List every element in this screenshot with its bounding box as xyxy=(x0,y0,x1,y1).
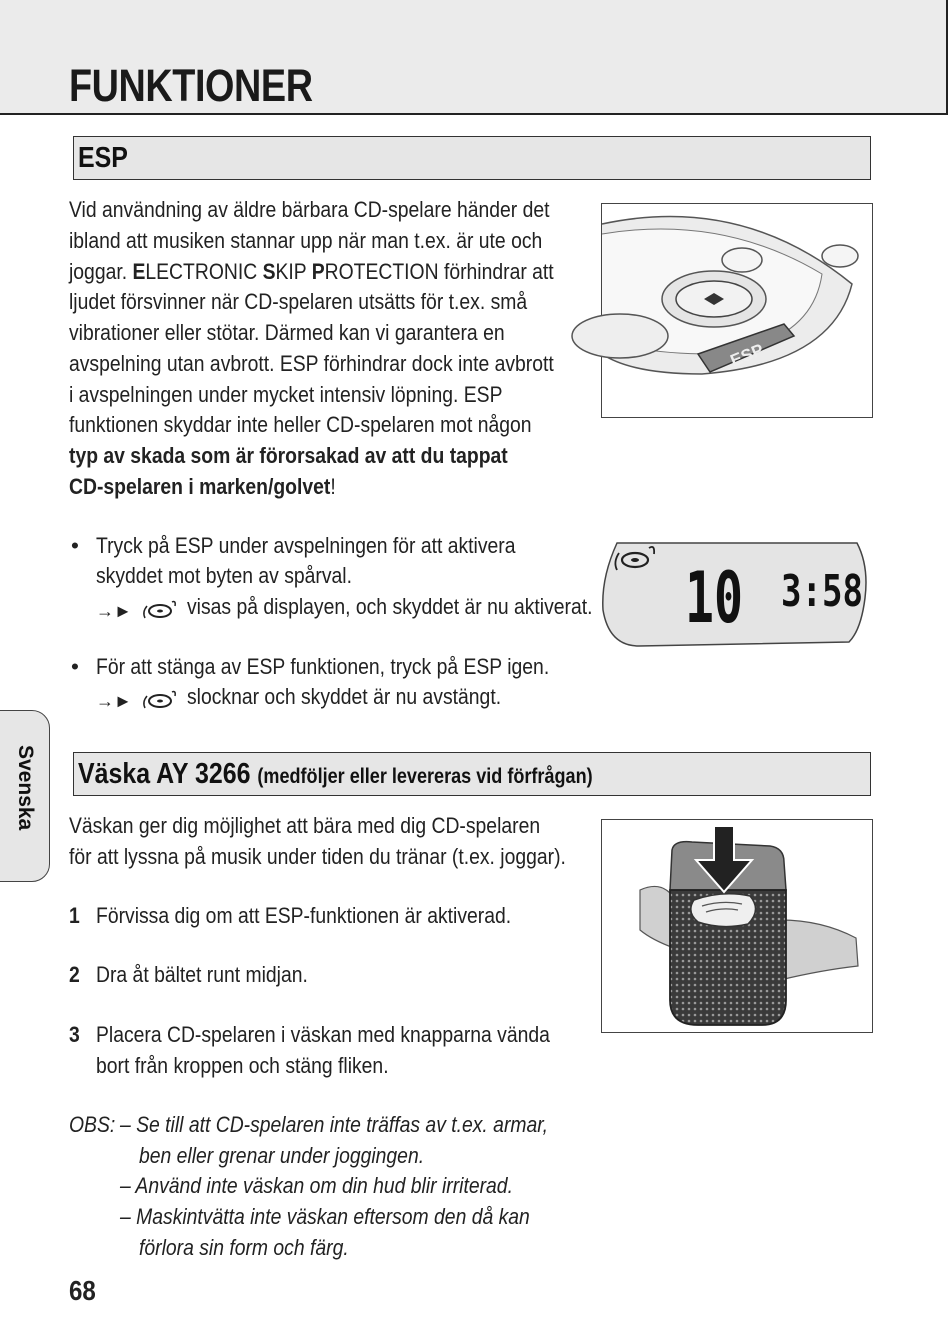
esp-warning-line: typ av skada som är förorsakad av att du tappat xyxy=(69,443,508,468)
bullet-text-line: skyddet mot byten av spårval. xyxy=(96,563,352,588)
esp-intro-line: ljudet försvinner när CD-spelaren utsätts för t.ex. små xyxy=(69,289,528,314)
esp-intro-line: funktionen skyddar inte heller CD-spelaren mot någon xyxy=(69,412,532,437)
bullet-text-line: Tryck på ESP under avspelningen för att aktivera xyxy=(96,533,516,558)
step-text: Dra åt bältet runt midjan. xyxy=(96,962,308,987)
text-span: KIP xyxy=(275,259,312,284)
esp-button-drawing xyxy=(602,204,874,419)
step-number: 3 xyxy=(69,1022,80,1047)
bag-intro-line: Väskan ger dig möjlighet att bära med dig CD-spelaren xyxy=(69,813,541,838)
result-arrow-icon: →► xyxy=(96,691,132,711)
warning-bold-text: CD-spelaren i marken/golvet xyxy=(69,474,331,499)
obs-note-line: – Se till att CD-spelaren inte träffas av t.ex. armar, xyxy=(120,1112,549,1137)
esp-button-illustration xyxy=(601,203,873,418)
esp-heading-text: ESP xyxy=(78,141,128,174)
esp-intro-line-acronym xyxy=(69,257,554,288)
esp-disc-icon xyxy=(141,596,179,622)
step-text: bort från kroppen och stäng fliken. xyxy=(96,1053,389,1078)
step-number: 1 xyxy=(69,903,80,928)
text-span: LECTRONIC xyxy=(145,259,263,284)
esp-disc-icon xyxy=(141,686,179,712)
bullet-glyph: • xyxy=(71,533,79,558)
bag-drawing xyxy=(602,820,874,1034)
obs-note-line: förlora sin form och färg. xyxy=(139,1235,349,1260)
esp-intro-line: i avspelningen under mycket intensiv löpning. ESP xyxy=(69,382,503,407)
bullet-glyph: • xyxy=(71,654,79,679)
step-number: 2 xyxy=(69,962,80,987)
text-span: joggar. xyxy=(69,259,133,284)
language-label-text: Svenska xyxy=(14,745,37,831)
bag-heading-main: Väska AY 3266 xyxy=(78,757,251,790)
bag-section-heading xyxy=(73,752,871,796)
lcd-track-number: 10 xyxy=(685,557,743,639)
acronym-letter-p: P xyxy=(311,259,325,284)
obs-note-line: – Använd inte väskan om din hud blir irriterad. xyxy=(120,1173,513,1198)
bag-heading-text xyxy=(78,758,593,791)
bag-illustration xyxy=(601,819,873,1033)
acronym-letter-s: S xyxy=(262,259,276,284)
language-side-label xyxy=(9,745,39,865)
acronym-letter-e: E xyxy=(132,259,146,284)
esp-intro-line: avspelning utan avbrott. ESP förhindrar dock inte avbrott xyxy=(69,351,554,376)
esp-intro-line: ibland att musiken stannar upp när man t.ex. är ute och xyxy=(69,228,543,253)
bullet-result-text: visas på displayen, och skyddet är nu aktiverat. xyxy=(187,594,593,619)
bag-intro-line: för att lyssna på musik under tiden du tränar (t.ex. joggar). xyxy=(69,844,566,869)
step-text: Förvissa dig om att ESP-funktionen är aktiverad. xyxy=(96,903,512,928)
page-title: FUNKTIONER xyxy=(69,60,313,111)
esp-section-heading xyxy=(73,136,871,180)
esp-intro-line: Vid användning av äldre bärbara CD-spelare händer det xyxy=(69,197,550,222)
step-text: Placera CD-spelaren i väskan med knapparna vända xyxy=(96,1022,550,1047)
obs-label: OBS: xyxy=(69,1112,116,1137)
lcd-display-illustration xyxy=(599,538,874,648)
bullet-text-line: För att stänga av ESP funktionen, tryck på ESP igen. xyxy=(96,654,550,679)
obs-note-line: – Maskintvätta inte väskan eftersom den då kan xyxy=(120,1204,530,1229)
page-number: 68 xyxy=(69,1275,96,1306)
obs-note-line: ben eller grenar under joggingen. xyxy=(139,1143,425,1168)
bullet-result-text: slocknar och skyddet är nu avstängt. xyxy=(187,684,502,709)
result-arrow-icon: →► xyxy=(96,601,132,621)
lcd-time-readout: 3:58 xyxy=(781,566,863,617)
text-span: ! xyxy=(330,474,336,499)
text-span: ROTECTION förhindrar att xyxy=(324,259,554,284)
esp-intro-line: vibrationer eller stötar. Därmed kan vi garantera en xyxy=(69,320,505,345)
esp-button-label: ESP xyxy=(727,340,767,371)
esp-warning-line xyxy=(69,472,336,503)
bag-heading-sub: (medföljer eller levereras vid förfrågan) xyxy=(257,764,593,788)
